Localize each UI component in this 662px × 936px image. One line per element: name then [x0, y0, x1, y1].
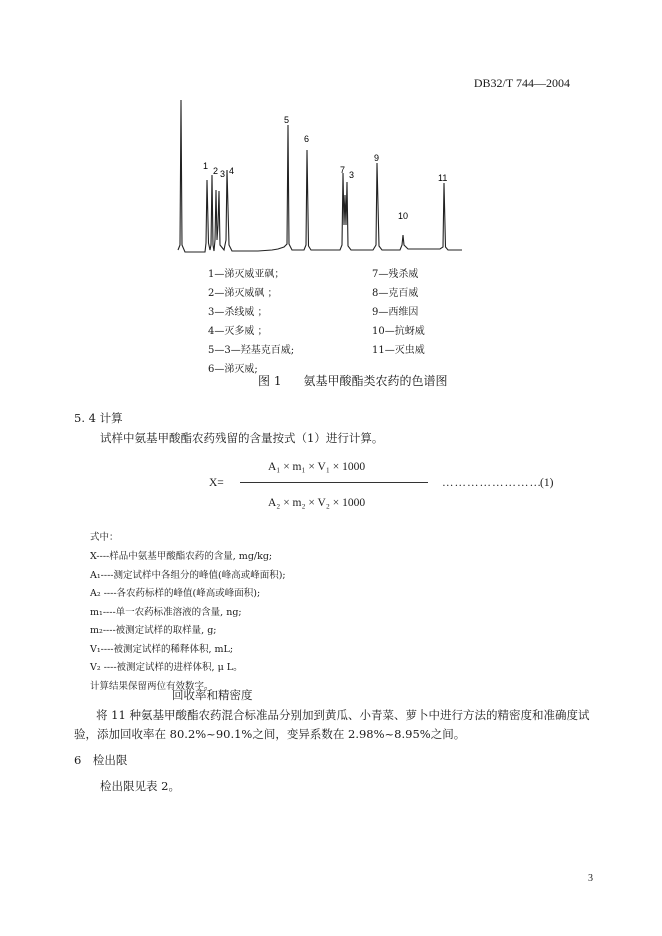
section-heading-lod: 6 检出限 — [74, 753, 128, 767]
legend-item: 5—3—羟基克百威; — [208, 345, 295, 356]
figure-title: 氨基甲酸酯类农药的色谱图 — [303, 374, 448, 388]
definition-item: m₂----被测定试样的取样量, g; — [90, 625, 217, 636]
formula-lhs: X= — [209, 477, 224, 489]
formula-equation-number: (1) — [540, 477, 554, 489]
legend-item: 1—涕灭威亚砜； — [208, 269, 285, 280]
legend-item: 3—杀线威 ； — [208, 307, 268, 318]
legend-item: 7—残杀威 — [372, 269, 419, 280]
section-heading-recovery: 回收率和精密度 — [172, 688, 253, 702]
formula-denominator: A₂ × m₂ × V₂ × 1000 — [268, 497, 366, 509]
legend-item: 11—灭虫威 — [372, 345, 425, 356]
formula-leader-dots: …………………… — [442, 477, 542, 489]
legend-item: 10—抗蚜威 — [372, 326, 425, 337]
peak-label: 3 — [220, 169, 226, 179]
peak-label: 5 — [284, 115, 290, 125]
fraction-line — [240, 482, 428, 483]
definition-item: V₁----被测定试样的稀释体积, mL; — [90, 643, 234, 655]
definition-item: A₂ ----各农药标样的峰值(峰高或峰面积); — [90, 588, 261, 599]
legend-item: 2—涕灭威砜 ； — [208, 288, 278, 299]
section-heading-calc: 5. 4 计算 — [74, 411, 123, 425]
definition-item: X----样品中氨基甲酸酯农药的含量, mg/kg; — [90, 551, 273, 562]
peak-label: 2 — [213, 166, 219, 176]
legend-item: 4—灭多威 ； — [208, 326, 268, 337]
legend-left — [208, 265, 294, 379]
legend-item: 8—克百威 — [372, 288, 419, 299]
peak-label: 4 — [229, 166, 235, 176]
calc-intro: 试样中氨基甲酸酯农药残留的含量按式（1）进行计算。 — [100, 431, 384, 445]
definition-item: A₁----测定试样中各组分的峰值(峰高或峰面积); — [90, 569, 286, 581]
figure-caption — [258, 372, 447, 389]
standard-code: DB32/T 744—2004 — [473, 76, 570, 90]
figure-number: 图 1 — [258, 374, 282, 388]
lod-text: 检出限见表 2。 — [100, 779, 180, 793]
peak-label: 11 — [438, 173, 448, 183]
peak-label: 3 — [349, 170, 355, 180]
peak-label: 9 — [374, 153, 380, 163]
where-label: 式中： — [90, 532, 119, 543]
definition-item: V₂ ----被测定试样的进样体积, μ L。 — [90, 662, 243, 673]
legend-item: 9—西维因 — [372, 307, 419, 318]
legend-right — [372, 265, 425, 360]
definition-list — [90, 548, 286, 696]
formula-numerator: A₁ × m₁ × V₁ × 1000 — [268, 461, 366, 473]
recovery-paragraph: 将 11 种氨基甲酸酯农药混合标准品分别加到黄瓜、小青菜、萝卜中进行方法的精密度和准确度试验，添加回收率在 80.2%~90.1%之间，变异系数在 2.98%~8.95%之间。 — [74, 708, 590, 741]
chromatogram — [168, 95, 468, 265]
peak-label: 1 — [203, 161, 209, 171]
peak-label: 10 — [398, 211, 409, 221]
legend-item: 6—涕灭威; — [208, 364, 258, 375]
definition-item: m₁----单一农药标准溶液的含量, ng; — [90, 606, 242, 618]
peak-label: 6 — [304, 134, 310, 144]
definition-item: 计算结果保留两位有效数字。 — [90, 680, 214, 692]
page-number: 3 — [588, 873, 593, 884]
peak-label: 7 — [340, 165, 346, 175]
